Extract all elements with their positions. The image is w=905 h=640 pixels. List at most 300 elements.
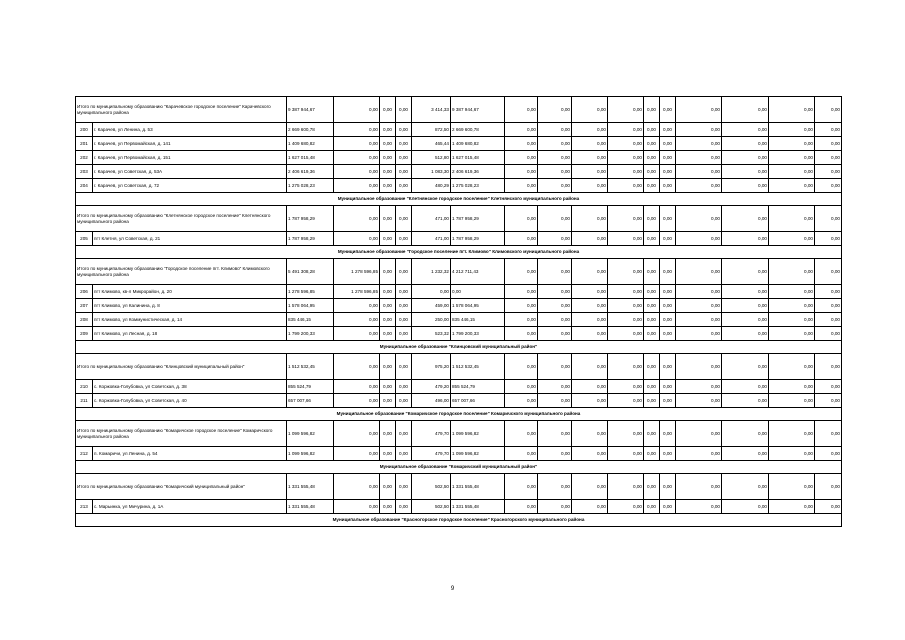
value-cell: 0,00 [380,354,396,380]
value-cell: 1 099 596,82 [451,421,505,447]
address-cell: пгт Климово, кв-л Микрорайон, д. 20 [93,285,287,299]
value-cell: 0,00 [380,394,396,408]
value-cell: 0,00 [608,354,644,380]
value-cell: 0,00 [722,380,769,394]
value-cell: 0,00 [380,313,396,327]
value-cell: 0,00 [644,206,660,232]
value-cell: 0,00 [572,299,608,313]
total-row [76,421,842,447]
value-cell: 0,00 [396,354,412,380]
value-cell: 0,00 [769,394,815,408]
row-number: 207 [76,299,93,313]
value-cell: 0,00 [608,394,644,408]
value-cell: 0,00 [538,313,572,327]
value-cell: 0,00 [334,500,380,514]
value-cell: 0,00 [676,123,722,137]
value-cell: 0,00 [769,165,815,179]
page-number: 9 [450,586,455,592]
value-cell: 0,00 [538,354,572,380]
value-cell: 0,00 [380,206,396,232]
value-cell: 0,00 [380,123,396,137]
value-cell: 0,00 [380,232,396,246]
value-cell: 0,00 [722,354,769,380]
value-cell: 0,00 [722,123,769,137]
value-cell: 0,00 [380,179,396,193]
value-cell: 5 491 308,28 [287,259,334,285]
table-row [76,285,842,299]
section-title: Муниципальное образование "Красногорское городское поселение" Красногорского муниципального района [76,514,842,527]
value-cell: 0,00 [412,285,451,299]
value-cell: 0,00 [334,327,380,341]
value-cell: 0,00 [572,123,608,137]
value-cell: 0,00 [334,123,380,137]
address-cell: пгт Климово, ул Коммунистическая, д. 14 [93,313,287,327]
value-cell: 0,00 [505,165,538,179]
value-cell: 0,00 [334,165,380,179]
value-cell: 0,00 [676,313,722,327]
value-cell: 0,00 [396,123,412,137]
value-cell: 855 524,79 [287,380,334,394]
value-cell: 0,00 [769,179,815,193]
value-cell: 0,00 [769,447,815,461]
value-cell: 0,00 [676,179,722,193]
value-cell: 0,00 [644,179,660,193]
address-cell: пгт Климово, ул Калинина, д. 8 [93,299,287,313]
value-cell: 0,00 [505,354,538,380]
value-cell: 0,00 [572,394,608,408]
value-cell: 0,00 [334,354,380,380]
value-cell: 0,00 [505,447,538,461]
value-cell: 0,00 [538,299,572,313]
value-cell: 1 787 958,29 [451,232,505,246]
table-row [76,380,842,394]
value-cell: 0,00 [815,285,842,299]
value-cell: 0,00 [608,165,644,179]
address-cell: г. Карачев, ул Советская, д. 53А [93,165,287,179]
value-cell: 0,00 [815,151,842,165]
value-cell: 0,00 [572,259,608,285]
value-cell: 0,00 [722,394,769,408]
value-cell: 0,00 [676,97,722,123]
value-cell: 0,00 [334,447,380,461]
value-cell: 0,00 [722,421,769,447]
value-cell: 0,00 [815,354,842,380]
value-cell: 459,00 [412,299,451,313]
value-cell: 1 787 958,29 [287,232,334,246]
value-cell: 0,00 [644,327,660,341]
value-cell: 0,00 [815,299,842,313]
table-row [76,327,842,341]
value-cell: 0,00 [572,285,608,299]
value-cell: 0,00 [572,313,608,327]
value-cell: 0,00 [572,206,608,232]
value-cell: 0,00 [538,421,572,447]
value-cell: 0,00 [660,206,676,232]
value-cell: 0,00 [644,299,660,313]
value-cell: 0,00 [538,380,572,394]
value-cell: 0,00 [660,165,676,179]
value-cell: 0,00 [644,285,660,299]
value-cell: 0,00 [608,123,644,137]
value-cell: 0,00 [676,165,722,179]
value-cell: 0,00 [676,151,722,165]
value-cell: 657 007,66 [451,394,505,408]
value-cell: 0,00 [538,447,572,461]
value-cell: 1 787 958,29 [451,206,505,232]
value-cell: 0,00 [380,327,396,341]
value-cell: 0,00 [815,421,842,447]
value-cell: 0,00 [572,354,608,380]
value-cell: 0,00 [769,380,815,394]
value-cell: 1 627 015,48 [287,151,334,165]
value-cell: 0,00 [769,259,815,285]
value-cell: 0,00 [538,327,572,341]
value-cell: 0,00 [722,232,769,246]
table-row [76,299,842,313]
value-cell: 0,00 [660,421,676,447]
value-cell: 0,00 [815,165,842,179]
value-cell: 9 387 944,67 [287,97,334,123]
section-title: Муниципальное образование "Городское поселение пгт. Климово" Климовского муниципального района [76,246,842,259]
value-cell: 0,00 [608,380,644,394]
value-cell: 0,00 [815,447,842,461]
section-header-row [76,193,842,206]
value-cell: 0,00 [505,313,538,327]
address-cell: г. Карачев, ул Ленина, д. 53 [93,123,287,137]
row-number: 211 [76,394,93,408]
value-cell: 0,00 [660,394,676,408]
value-cell: 0,00 [815,97,842,123]
value-cell: 0,00 [676,394,722,408]
section-title: Муниципальное образование "Клетнянское городское поселение" Клетнянского муниципального района [76,193,842,206]
row-number: 203 [76,165,93,179]
value-cell: 0,00 [572,474,608,500]
total-label: Итого по муниципальному образованию "Клетнянское городское поселение" Клетнянского муниципального района [76,206,287,232]
value-cell: 0,00 [380,137,396,151]
value-cell: 0,00 [451,285,505,299]
address-cell: пгт Клетня, ул Советская, д. 21 [93,232,287,246]
value-cell: 465,44 [412,137,451,151]
value-cell: 0,00 [396,165,412,179]
value-cell: 0,00 [505,232,538,246]
value-cell: 0,00 [334,421,380,447]
row-number: 208 [76,313,93,327]
value-cell: 0,00 [644,380,660,394]
value-cell: 0,00 [676,285,722,299]
value-cell: 0,00 [722,259,769,285]
value-cell: 0,00 [676,299,722,313]
value-cell: 0,00 [396,137,412,151]
value-cell: 250,00 [412,313,451,327]
value-cell: 0,00 [538,151,572,165]
value-cell: 0,00 [644,165,660,179]
value-cell: 0,00 [334,206,380,232]
value-cell: 0,00 [505,299,538,313]
value-cell: 0,00 [660,259,676,285]
value-cell: 0,00 [396,421,412,447]
row-number: 202 [76,151,93,165]
value-cell: 0,00 [660,123,676,137]
section-header-row [76,461,842,474]
value-cell: 1 331 555,48 [287,474,334,500]
value-cell: 0,00 [380,259,396,285]
value-cell: 0,00 [769,354,815,380]
row-number: 206 [76,285,93,299]
value-cell: 1 512 532,45 [287,354,334,380]
value-cell: 0,00 [538,206,572,232]
value-cell: 1 578 064,95 [451,299,505,313]
value-cell: 0,00 [538,474,572,500]
total-label: Итого по муниципальному образованию "Комаричский муниципальный район" [76,474,287,500]
value-cell: 1 799 200,33 [451,327,505,341]
value-cell: 0,00 [815,500,842,514]
value-cell: 0,00 [660,354,676,380]
value-cell: 0,00 [505,380,538,394]
value-cell: 0,00 [505,123,538,137]
value-cell: 855 524,79 [451,380,505,394]
value-cell: 0,00 [396,151,412,165]
value-cell: 0,00 [769,151,815,165]
value-cell: 0,00 [815,179,842,193]
value-cell: 1 099 596,82 [287,447,334,461]
value-cell: 0,00 [644,394,660,408]
address-cell: с. Марьинка, ул Мичурина, д. 1А [93,500,287,514]
address-cell: г. Карачев, ул Советская, д. 72 [93,179,287,193]
value-cell: 0,00 [722,137,769,151]
row-number: 200 [76,123,93,137]
value-cell: 0,00 [608,447,644,461]
value-cell: 0,00 [396,299,412,313]
row-number: 204 [76,179,93,193]
value-cell: 0,00 [608,327,644,341]
table-row [76,447,842,461]
value-cell: 0,00 [815,137,842,151]
section-title: Муниципальное образование "Комаричский муниципальный район" [76,461,842,474]
value-cell: 0,00 [676,380,722,394]
value-cell: 0,00 [538,123,572,137]
value-cell: 0,00 [334,232,380,246]
value-cell: 0,00 [644,137,660,151]
value-cell: 0,00 [815,327,842,341]
value-cell: 1 331 555,48 [451,500,505,514]
value-cell: 0,00 [722,474,769,500]
value-cell: 0,00 [396,447,412,461]
value-cell: 0,00 [769,232,815,246]
value-cell: 0,00 [676,500,722,514]
value-cell: 0,00 [676,421,722,447]
row-number: 213 [76,500,93,514]
value-cell: 0,00 [769,123,815,137]
value-cell: 0,00 [538,500,572,514]
value-cell: 0,00 [644,474,660,500]
value-cell: 0,00 [769,299,815,313]
value-cell: 0,00 [538,394,572,408]
value-cell: 0,00 [396,206,412,232]
value-cell: 0,00 [538,285,572,299]
value-cell: 0,00 [505,97,538,123]
table-row [76,151,842,165]
value-cell: 0,00 [660,232,676,246]
value-cell: 0,00 [572,447,608,461]
value-cell: 0,00 [608,299,644,313]
value-cell: 1 787 958,29 [287,206,334,232]
value-cell: 479,70 [412,447,451,461]
value-cell: 0,00 [815,232,842,246]
value-cell: 0,00 [608,206,644,232]
section-title: Муниципальное образование "Комаричское городское поселение" Комаричского муниципального района [76,408,842,421]
value-cell: 0,00 [769,97,815,123]
value-cell: 975,20 [412,354,451,380]
value-cell: 0,00 [334,151,380,165]
value-cell: 0,00 [608,474,644,500]
value-cell: 502,50 [412,500,451,514]
value-cell: 0,00 [396,97,412,123]
table-row [76,313,842,327]
value-cell: 0,00 [608,259,644,285]
value-cell: 0,00 [380,380,396,394]
value-cell: 0,00 [505,137,538,151]
value-cell: 0,00 [769,500,815,514]
value-cell: 0,00 [505,285,538,299]
value-cell: 1 627 015,48 [451,151,505,165]
value-cell: 0,00 [676,474,722,500]
value-cell: 0,00 [722,165,769,179]
total-label: Итого по муниципальному образованию "Городское поселение пгт. Климово" Климовского муниципального района [76,259,287,285]
value-cell: 0,00 [380,151,396,165]
value-cell: 0,00 [505,421,538,447]
value-cell: 0,00 [722,151,769,165]
value-cell: 657 007,66 [287,394,334,408]
value-cell: 0,00 [505,151,538,165]
value-cell: 0,00 [538,259,572,285]
value-cell: 0,00 [608,232,644,246]
value-cell: 0,00 [769,421,815,447]
value-cell: 1 578 064,95 [287,299,334,313]
value-cell: 0,00 [644,97,660,123]
value-cell: 0,00 [722,327,769,341]
value-cell: 0,00 [644,421,660,447]
section-header-row [76,408,842,421]
value-cell: 835 446,15 [451,313,505,327]
table-row [76,179,842,193]
table-row [76,165,842,179]
value-cell: 4 212 711,43 [451,259,505,285]
value-cell: 2 406 619,36 [287,165,334,179]
total-row [76,354,842,380]
value-cell: 0,00 [722,179,769,193]
value-cell: 0,00 [660,137,676,151]
total-row [76,206,842,232]
value-cell: 1 275 028,23 [451,179,505,193]
address-cell: п. Комаричи, ул Ленина, д. 54 [93,447,287,461]
value-cell: 0,00 [676,354,722,380]
section-header-row [76,514,842,527]
row-number: 201 [76,137,93,151]
value-cell: 0,00 [769,206,815,232]
value-cell: 0,00 [676,259,722,285]
total-label: Итого по муниципальному образованию "Карачевское городское поселение" Карачевского муниципального района [76,97,287,123]
value-cell: 0,00 [815,259,842,285]
value-cell: 0,00 [334,97,380,123]
value-cell: 496,00 [412,394,451,408]
value-cell: 0,00 [380,447,396,461]
row-number: 205 [76,232,93,246]
value-cell: 1 278 596,85 [334,259,380,285]
value-cell: 0,00 [396,285,412,299]
value-cell: 0,00 [505,259,538,285]
value-cell: 0,00 [572,97,608,123]
value-cell: 1 232,32 [412,259,451,285]
value-cell: 1 512 532,45 [451,354,505,380]
row-number: 209 [76,327,93,341]
total-label: Итого по муниципальному образованию "Комаричское городское поселение" Комаричского муниципального района [76,421,287,447]
value-cell: 0,00 [722,299,769,313]
value-cell: 835 446,15 [287,313,334,327]
value-cell: 0,00 [769,285,815,299]
value-cell: 2 669 600,78 [287,123,334,137]
value-cell: 3 414,33 [412,97,451,123]
value-cell: 0,00 [815,380,842,394]
value-cell: 0,00 [380,299,396,313]
value-cell: 0,00 [769,313,815,327]
value-cell: 0,00 [334,474,380,500]
value-cell: 2 669 600,78 [451,123,505,137]
value-cell: 0,00 [660,179,676,193]
value-cell: 0,00 [815,123,842,137]
value-cell: 0,00 [505,474,538,500]
value-cell: 0,00 [380,474,396,500]
value-cell: 0,00 [676,232,722,246]
value-cell: 1 409 680,82 [287,137,334,151]
address-cell: с. Коржовка-Голубовка, ул Советская, д. 38 [93,380,287,394]
value-cell: 0,00 [538,137,572,151]
row-number: 212 [76,447,93,461]
value-cell: 0,00 [380,285,396,299]
value-cell: 0,00 [644,151,660,165]
total-row [76,97,842,123]
table-row [76,232,842,246]
section-header-row [76,246,842,259]
value-cell: 0,00 [660,474,676,500]
value-cell: 0,00 [660,299,676,313]
value-cell: 0,00 [608,421,644,447]
value-cell: 1 331 555,48 [287,500,334,514]
value-cell: 471,00 [412,206,451,232]
value-cell: 0,00 [769,474,815,500]
value-cell: 1 099 596,82 [287,421,334,447]
value-cell: 0,00 [644,123,660,137]
value-cell: 0,00 [334,137,380,151]
value-cell: 0,00 [676,327,722,341]
row-number: 210 [76,380,93,394]
value-cell: 872,50 [412,123,451,137]
value-cell: 0,00 [660,500,676,514]
value-cell: 0,00 [608,151,644,165]
table-row [76,123,842,137]
value-cell: 1 275 028,23 [287,179,334,193]
section-header-row [76,341,842,354]
value-cell: 0,00 [660,313,676,327]
value-cell: 0,00 [676,447,722,461]
value-cell: 0,00 [644,500,660,514]
value-cell: 0,00 [815,474,842,500]
value-cell: 0,00 [334,394,380,408]
table-row [76,137,842,151]
value-cell: 0,00 [660,151,676,165]
value-cell: 0,00 [660,97,676,123]
value-cell: 0,00 [644,313,660,327]
value-cell: 0,00 [572,151,608,165]
